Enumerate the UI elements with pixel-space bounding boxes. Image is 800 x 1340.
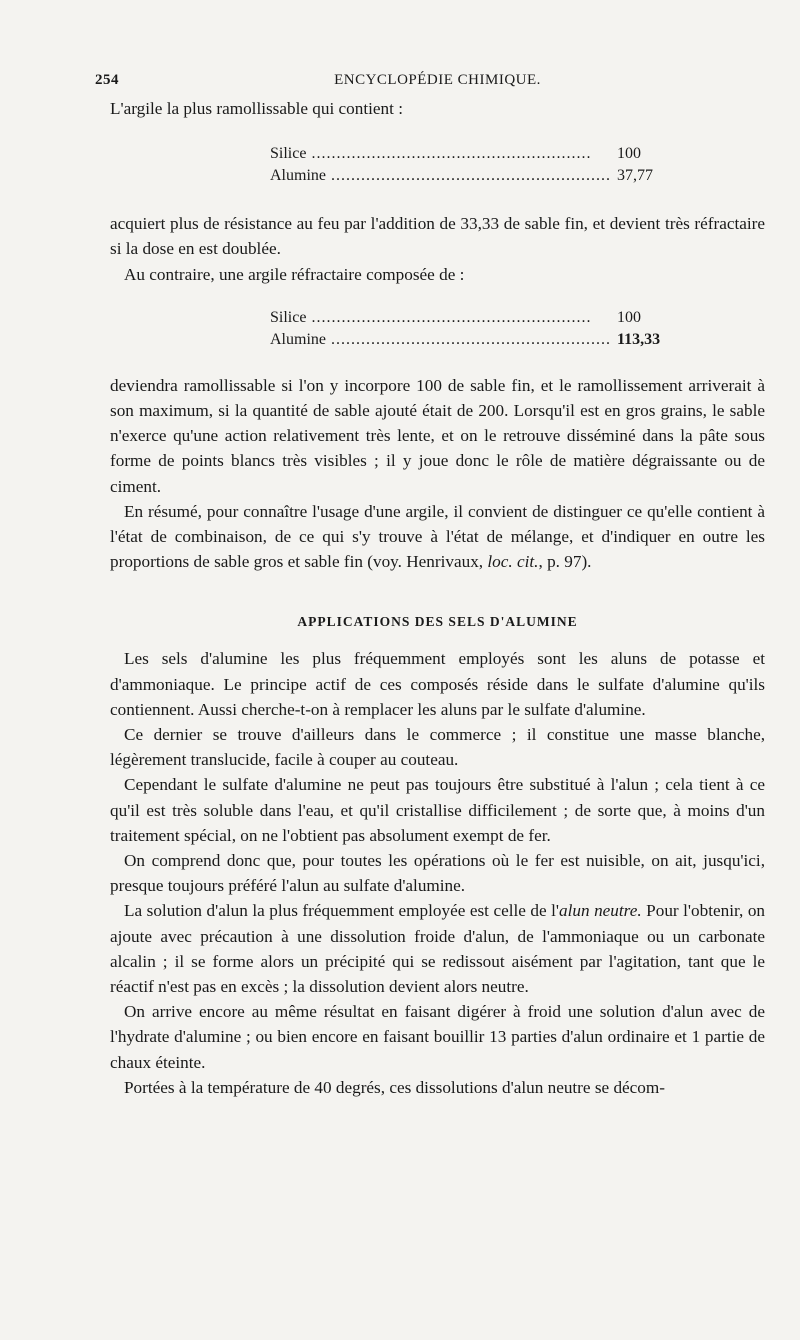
page-number: 254 [95, 72, 119, 88]
paragraph-4: deviendra ramollissable si l'on y incorpore 100 de sable fin, et le ramollissement arriverait à son maximum, si la quantité de sable ajouté était de 200. Lorsqu'il est en gros grains, le sable n'exerce qu'une action relativement très lente, et on le retrouve disséminé dans la pâte sous forme de points blancs très visibles ; il y joue donc le rôle de matière dégraissante ou de ciment. [110, 375, 765, 496]
component-name: Silice ..... [270, 307, 611, 329]
paragraph-11: On arrive encore au même résultat en faisant digérer à froid une solution d'alun avec de l'hydrate d'alumine ; ou bien encore en faisant bouillir 13 parties d'alun ordinaire et 1 partie de chaux éteinte. [110, 1002, 765, 1072]
paragraph-10-rest: Pour l'obtenir, on ajoute avec précaution à une dissolution froide d'alun, de l'ammoniaque ou un carbonate alcalin ; il se forme alors un précipité qui se redissout aisément par l'agitation, tant que le réactif n'est pas en excès ; la dissolution devient alors neutre. [110, 901, 766, 997]
paragraph-10 [110, 898, 765, 999]
component-value: 100 [617, 308, 641, 326]
component-value: 100 [617, 145, 641, 163]
page [95, 72, 766, 1100]
paragraph-5-text: En résumé, pour connaître l'usage d'une argile, il convient de distinguer ce qu'elle contient à l'état de combinaison, de ce qui s'y trouve à l'état de mélange, et d'indiquer en outre les proportions de sable gros et sable fin (voy. Henrivaux, [110, 501, 765, 572]
composition-table-1 [270, 143, 653, 187]
component-name: Alumine ..... [270, 165, 611, 187]
paragraph-5 [110, 499, 765, 575]
composition-table-2 [270, 307, 660, 351]
page-header [95, 72, 765, 94]
paragraph-2: acquiert plus de résistance au feu par l'addition de 33,33 de sable fin, et devient très réfractaire si la dose en est doublée. [110, 214, 765, 259]
paragraph-9: On comprend donc que, pour toutes les opérations où le fer est nuisible, on ait, jusqu'ici, presque toujours préféré l'alun au sulfate d'alumine. [110, 851, 765, 896]
paragraph-12: Portées à la température de 40 degrés, ces dissolutions d'alun neutre se décom- [124, 1077, 665, 1097]
component-value: 113,33 [617, 330, 661, 348]
paragraph-3: Au contraire, une argile réfractaire composée de : [124, 264, 465, 284]
component-value: 37,77 [617, 167, 653, 185]
table-row [270, 307, 660, 329]
table-row [270, 165, 653, 187]
running-title: ENCYCLOPÉDIE CHIMIQUE. [334, 72, 541, 88]
component-name: Alumine ..... [270, 329, 611, 351]
emphasis-alun-neutre: alun neutre. [559, 901, 642, 921]
paragraph-7: Ce dernier se trouve d'ailleurs dans le commerce ; il constitue une masse blanche, légèrement translucide, facile à couper au couteau. [110, 725, 765, 770]
table-row [270, 143, 653, 165]
paragraph-1: L'argile la plus ramollissable qui contient : [110, 99, 403, 118]
table-row [270, 329, 660, 351]
component-name: Silice ..... [270, 143, 611, 165]
citation-abbrev: loc. cit. [487, 552, 539, 572]
paragraph-10-text: La solution d'alun la plus fréquemment employée est celle de l' [124, 901, 560, 921]
paragraph-8: Cependant le sulfate d'alumine ne peut pas toujours être substitué à l'alun ; cela tient à ce qu'il est très soluble dans l'eau, et qu'il cristallise difficilement ; de sorte que, à moins d'un traitement spécial, on ne l'obtient pas absolument exempt de fer. [110, 775, 765, 845]
paragraph-5-end: , p. 97). [538, 552, 592, 572]
paragraph-6: Les sels d'alumine les plus fréquemment employés sont les aluns de potasse et d'ammoniaque. Le principe actif de ces composés réside dans le sulfate d'alumine qu'ils contiennent. Aussi cherche-t-on à remplacer les aluns par le sulfate d'alumine. [110, 649, 765, 719]
section-title: APPLICATIONS DES SELS D'ALUMINE [297, 614, 578, 630]
